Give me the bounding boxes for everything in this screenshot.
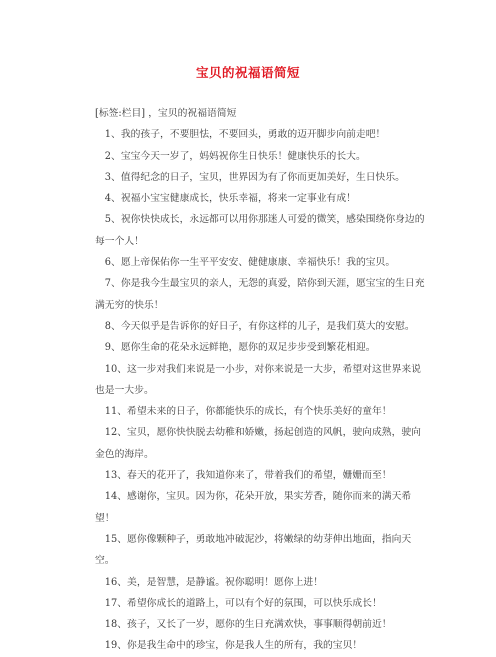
list-item: 6、愿上帝保佑你一生平平安安、健健康康、幸福快乐！我的宝贝。 — [104, 257, 396, 269]
list-item: 19、你是我生命中的珍宝，你是我人生的所有，我的宝贝！ — [104, 640, 363, 652]
list-item: 5、祝你快快成长，永远都可以用你那迷人可爱的微笑，感染围绕你身边的每一个人！ — [95, 214, 425, 247]
document-body — [95, 103, 425, 657]
list-item: 1、我的孩子，不要胆怯，不要回头，勇敢的迈开脚步向前走吧！ — [104, 129, 386, 141]
list-item: 2、宝宝今天一岁了，妈妈祝你生日快乐！健康快乐的长大。 — [104, 150, 366, 162]
list-item: 17、希望你成长的道路上，可以有个好的氛围，可以快乐成长！ — [104, 597, 382, 609]
list-item: 4、祝福小宝宝健康成长，快乐幸福，将来一定事业有成！ — [104, 193, 356, 205]
list-item: 13、春天的花开了，我知道你来了，带着我们的希望，姗姗而至！ — [104, 470, 392, 482]
document-title: 宝贝的祝福语简短 — [195, 65, 300, 80]
list-item: 11、希望未来的日子，你都能快乐的成长，有个快乐美好的童年！ — [104, 406, 392, 418]
list-item: 12、宝贝，愿你快快脱去幼稚和娇嫩，扬起创造的风帆，驶向成熟，驶向金色的海岸。 — [95, 427, 421, 460]
list-item: 10、这一步对我们来说是一小步，对你来说是一大步，希望对这世界来说也是一大步。 — [95, 363, 421, 396]
list-item: 8、今天似乎是告诉你的好日子，有你这样的儿子，是我们莫大的安慰。 — [104, 320, 415, 332]
list-item: 14、感谢你，宝贝。因为你，花朵开放，果实芳香，随你而来的满天希望！ — [95, 491, 412, 524]
list-item: 3、值得纪念的日子，宝贝，世界因为有了你而更加美好，生日快乐。 — [104, 171, 405, 183]
tag-line: [标签:栏目] ，宝贝的祝福语简短 — [95, 108, 237, 119]
list-item: 15、愿你像颗种子，勇敢地冲破泥沙，将嫩绿的幼芽伸出地面，指向天空。 — [95, 533, 412, 567]
list-item: 16、美，是智慧，是静谧。祝你聪明！愿你上进！ — [104, 576, 323, 588]
list-item: 9、愿你生命的花朵永远鲜艳，愿你的双足步步受到繁花相迎。 — [104, 342, 376, 354]
list-item: 18、孩子，又长了一岁，愿你的生日充满欢快，事事顺得朝前近！ — [104, 619, 392, 631]
list-item: 7、你是我今生最宝贝的亲人，无怨的真爱，陪你到天涯，愿宝宝的生日充满无穷的快乐！ — [95, 278, 425, 311]
